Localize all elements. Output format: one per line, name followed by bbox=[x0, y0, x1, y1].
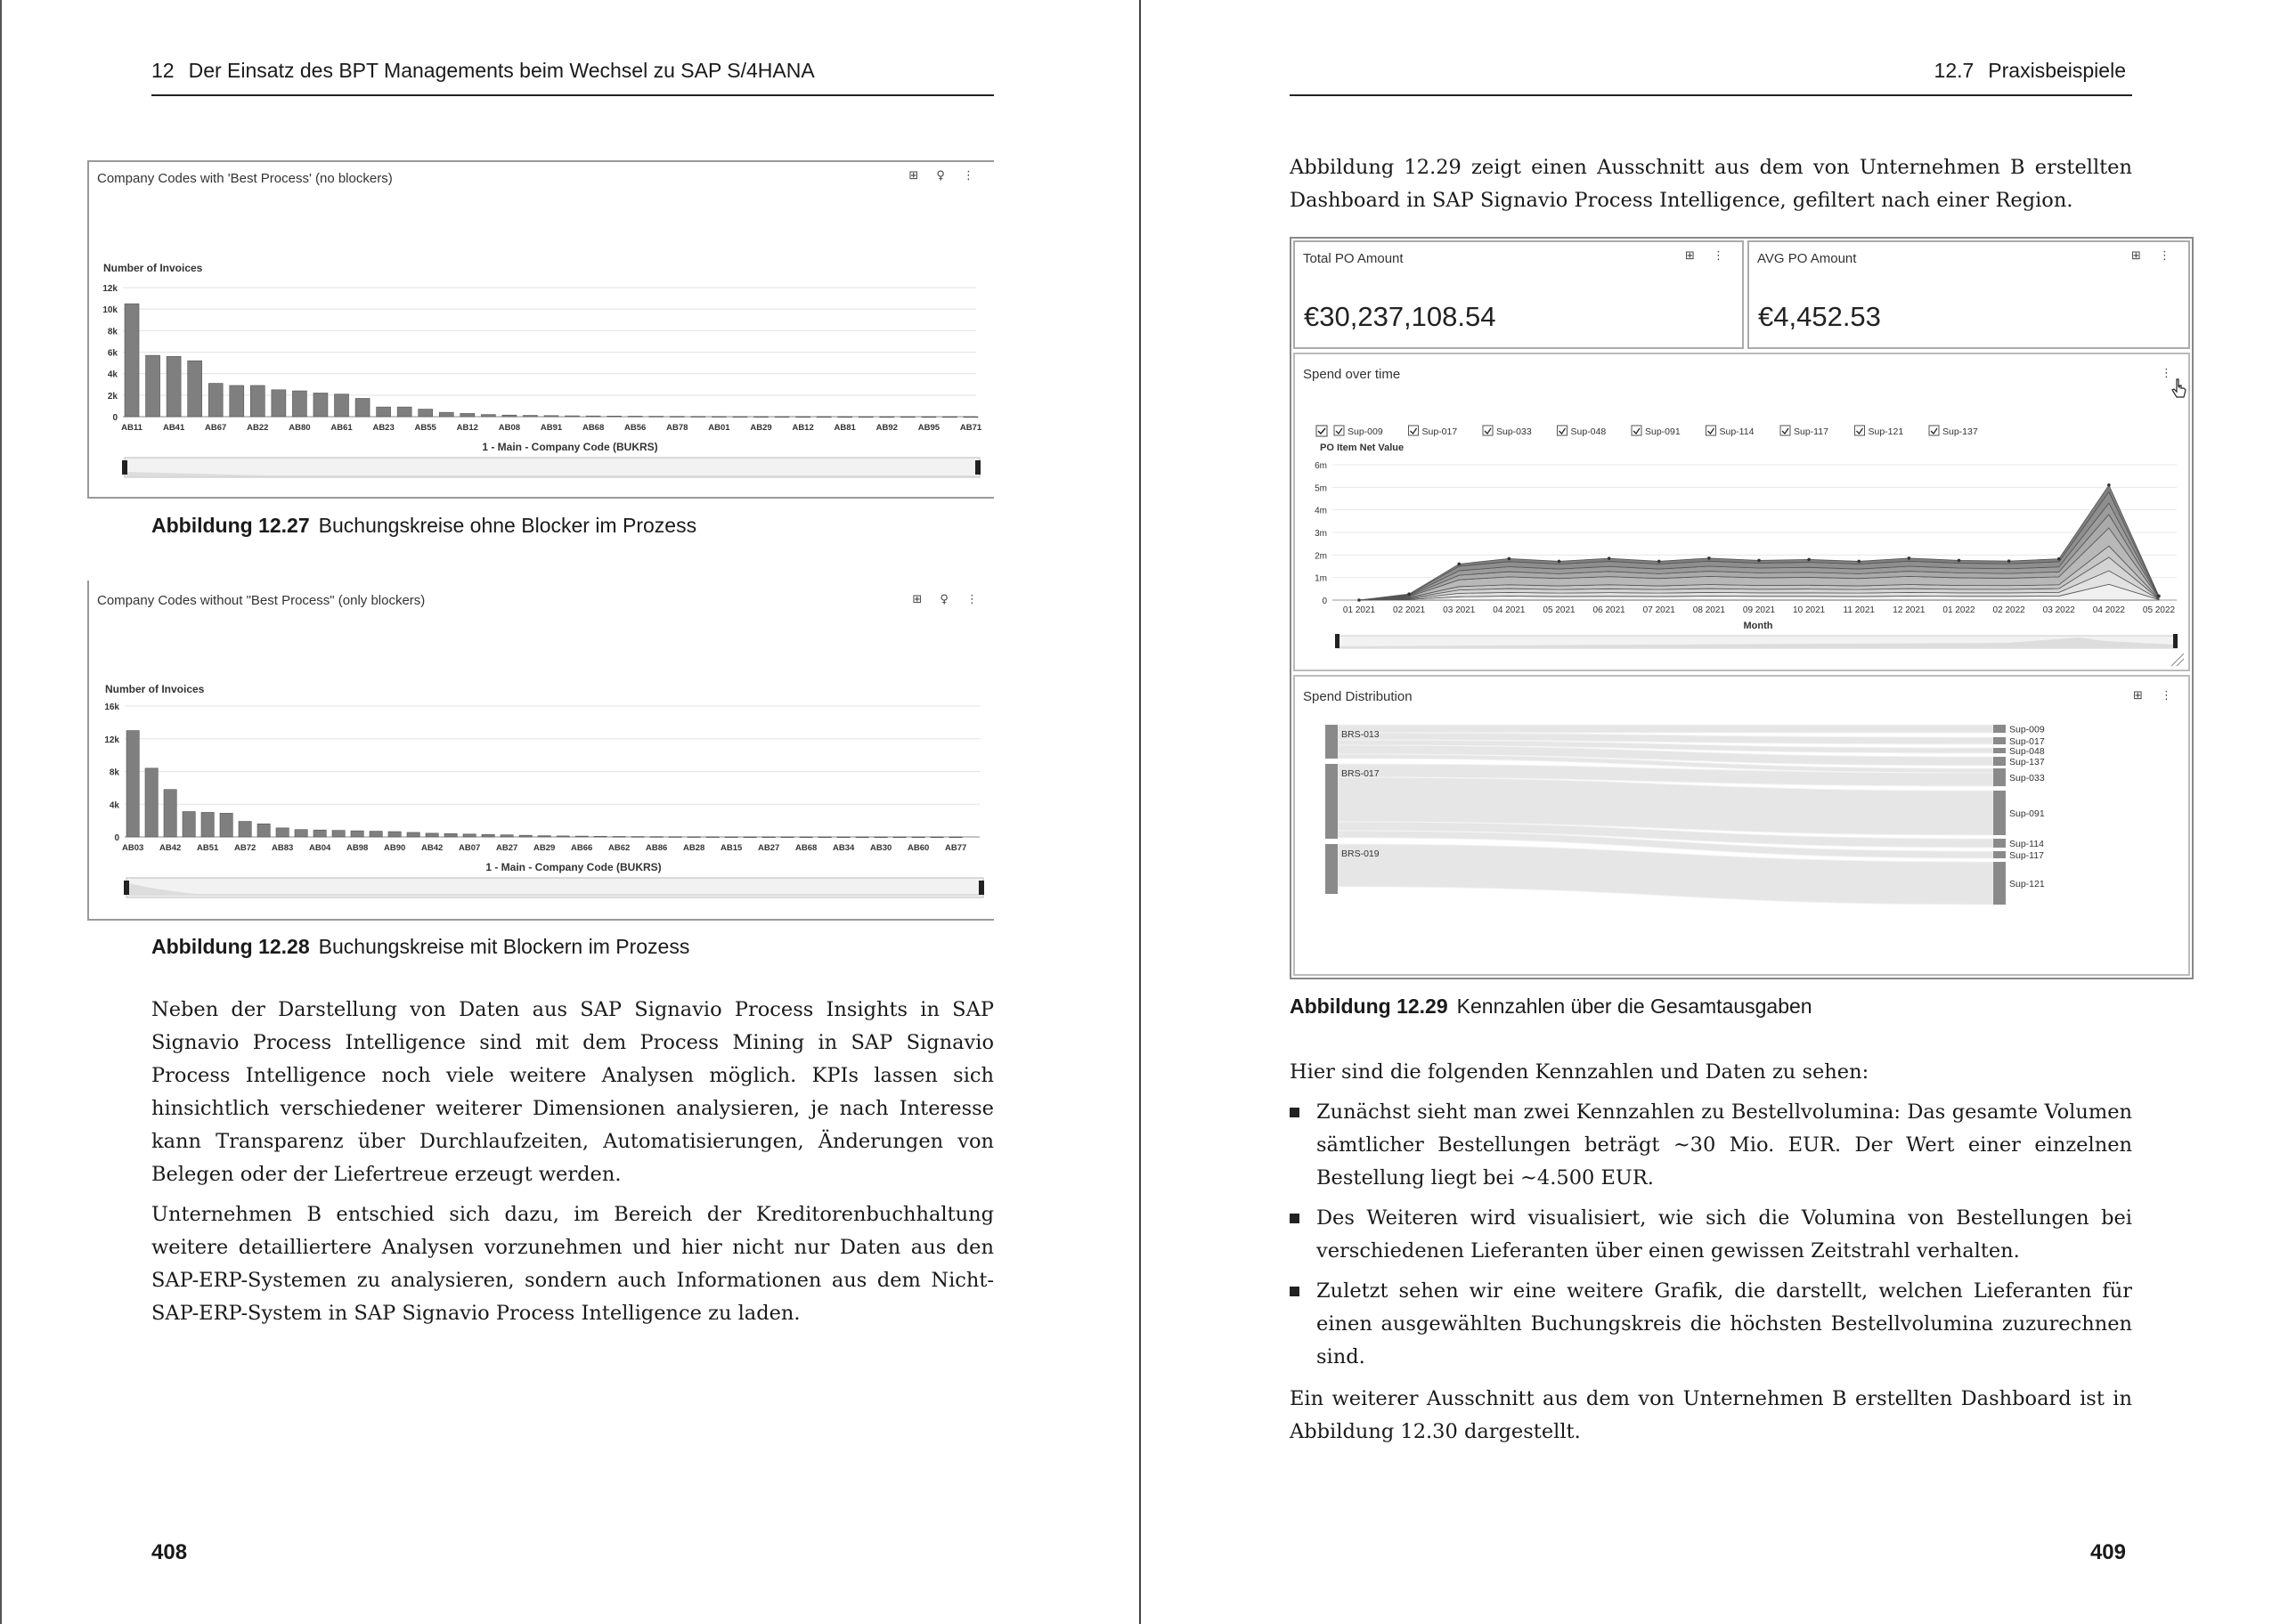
bar[interactable] bbox=[628, 416, 642, 417]
bar[interactable] bbox=[712, 417, 726, 418]
y-tick-label: 2k bbox=[107, 391, 118, 402]
kpi-label: AVG PO Amount bbox=[1757, 251, 1857, 266]
sankey-target-node[interactable] bbox=[1993, 839, 2006, 848]
section-title: Praxisbeispiele bbox=[1988, 59, 2126, 82]
x-tick-label: AB78 bbox=[666, 423, 688, 433]
x-tick-label: AB86 bbox=[645, 843, 668, 853]
pointer-cursor-icon bbox=[2172, 379, 2186, 397]
bar[interactable] bbox=[388, 832, 401, 837]
header-rule bbox=[1290, 94, 2132, 96]
bar[interactable] bbox=[501, 835, 513, 837]
running-header bbox=[151, 59, 815, 83]
bar[interactable] bbox=[566, 416, 580, 417]
list-intro: Hier sind die folgenden Kennzahlen und Daten zu sehen: bbox=[1290, 1060, 1869, 1084]
bar[interactable] bbox=[482, 834, 494, 837]
sankey-target-label: Sup-117 bbox=[2009, 850, 2044, 861]
bar[interactable] bbox=[272, 390, 286, 417]
bar[interactable] bbox=[146, 355, 160, 417]
data-point[interactable] bbox=[2107, 483, 2111, 487]
bar[interactable] bbox=[725, 837, 737, 838]
left-body-text bbox=[151, 994, 994, 1337]
caption-label: Abbildung 12.28 bbox=[151, 935, 310, 958]
bar[interactable] bbox=[817, 417, 831, 418]
bar[interactable] bbox=[669, 837, 681, 838]
legend-label: Sup-033 bbox=[1496, 426, 1532, 437]
data-point[interactable] bbox=[1857, 560, 1861, 564]
slider-handle-left[interactable] bbox=[124, 881, 129, 895]
x-tick-label: AB04 bbox=[308, 843, 331, 853]
kpi-total-po-amount bbox=[1293, 240, 1744, 349]
y-tick-label: 5m bbox=[1315, 483, 1327, 494]
x-tick-label: AB08 bbox=[498, 423, 521, 433]
y-tick-label: 12k bbox=[102, 284, 118, 294]
slider-handle-right[interactable] bbox=[2173, 634, 2178, 648]
bar[interactable] bbox=[295, 830, 307, 837]
data-point[interactable] bbox=[1407, 592, 1411, 596]
panel-menu-icons[interactable]: ⊞ ⋮ bbox=[2132, 689, 2179, 702]
x-tick-label: AB56 bbox=[624, 423, 647, 433]
panel-title: Spend Distribution bbox=[1303, 689, 1413, 704]
caption-12-27 bbox=[151, 514, 696, 538]
bar[interactable] bbox=[314, 393, 328, 417]
bar[interactable] bbox=[167, 356, 181, 417]
spend-sankey-chart bbox=[1295, 677, 2188, 974]
spend-over-time-panel bbox=[1293, 353, 2190, 671]
bar[interactable] bbox=[631, 837, 644, 838]
sankey-source-label: BRS-017 bbox=[1341, 768, 1380, 779]
legend-label: Sup-091 bbox=[1645, 426, 1681, 437]
bar[interactable] bbox=[145, 768, 158, 837]
sankey-target-label: Sup-017 bbox=[2009, 736, 2045, 747]
x-tick-label: AB41 bbox=[162, 423, 185, 433]
caption-label: Abbildung 12.29 bbox=[1290, 995, 1448, 1018]
bar[interactable] bbox=[607, 416, 622, 417]
bar[interactable] bbox=[837, 837, 850, 838]
x-tick-label: AB62 bbox=[607, 843, 631, 853]
bar[interactable] bbox=[439, 412, 453, 417]
data-point[interactable] bbox=[2057, 557, 2061, 561]
x-tick-label: AB95 bbox=[917, 423, 940, 433]
page-number: 409 bbox=[2089, 1540, 2126, 1564]
bar[interactable] bbox=[557, 836, 569, 837]
bar[interactable] bbox=[351, 831, 363, 837]
legend-label: Sup-137 bbox=[1942, 426, 1978, 437]
bar[interactable] bbox=[733, 417, 747, 418]
bar[interactable] bbox=[912, 837, 924, 838]
spend-area-chart bbox=[1295, 354, 2188, 670]
x-tick-label: 01 2021 bbox=[1342, 605, 1376, 615]
x-tick-label: AB67 bbox=[205, 423, 227, 433]
bar[interactable] bbox=[377, 407, 391, 417]
slider-handle-left[interactable] bbox=[122, 460, 127, 475]
data-point[interactable] bbox=[1457, 563, 1461, 566]
bar[interactable] bbox=[314, 830, 326, 837]
x-tick-label: AB27 bbox=[757, 843, 780, 853]
x-tick-label: 02 2021 bbox=[1393, 605, 1426, 615]
bar[interactable] bbox=[900, 417, 915, 418]
x-tick-label: AB27 bbox=[495, 843, 518, 853]
x-tick-label: AB34 bbox=[832, 843, 855, 853]
bar[interactable] bbox=[691, 417, 705, 418]
x-tick-label: AB83 bbox=[271, 843, 294, 853]
caption-12-28 bbox=[151, 935, 689, 959]
y-tick-label: 6k bbox=[107, 348, 118, 359]
x-tick-label: 04 2022 bbox=[2092, 605, 2125, 615]
x-tick-label: AB03 bbox=[121, 843, 144, 853]
header-rule bbox=[151, 94, 994, 96]
data-point[interactable] bbox=[1657, 560, 1661, 564]
bar[interactable] bbox=[575, 836, 588, 837]
bar[interactable] bbox=[419, 410, 433, 417]
x-tick-label: AB81 bbox=[834, 423, 856, 433]
caption-text: Buchungskreise ohne Blocker im Prozess bbox=[318, 514, 697, 537]
data-point[interactable] bbox=[1608, 556, 1611, 560]
data-point[interactable] bbox=[1707, 556, 1711, 560]
bar[interactable] bbox=[586, 416, 600, 417]
kpi-value: €30,237,108.54 bbox=[1304, 301, 1496, 332]
bar[interactable] bbox=[859, 417, 873, 418]
x-tick-label: AB68 bbox=[794, 843, 818, 853]
slider-handle-left[interactable] bbox=[1335, 634, 1340, 648]
legend-label: Sup-121 bbox=[1868, 426, 1904, 437]
bar[interactable] bbox=[781, 837, 794, 838]
sankey-target-node[interactable] bbox=[1993, 768, 2006, 786]
data-point[interactable] bbox=[1908, 556, 1911, 560]
x-tick-label: AB98 bbox=[346, 843, 369, 853]
bar[interactable] bbox=[775, 417, 789, 418]
y-tick-label: 2m bbox=[1315, 551, 1327, 562]
caption-label: Abbildung 12.27 bbox=[151, 514, 310, 537]
sankey-target-node[interactable] bbox=[1993, 851, 2006, 858]
data-point[interactable] bbox=[1807, 558, 1811, 562]
bar[interactable] bbox=[502, 415, 517, 417]
bar[interactable] bbox=[335, 394, 349, 417]
section-number: 12.7 bbox=[1934, 59, 1975, 82]
bar[interactable] bbox=[964, 417, 978, 418]
bar[interactable] bbox=[949, 837, 962, 838]
x-tick-label: 08 2021 bbox=[1692, 605, 1725, 615]
sankey-target-label: Sup-009 bbox=[2009, 724, 2045, 735]
legend-label: Sup-117 bbox=[1794, 426, 1828, 437]
y-tick-label: 0 bbox=[112, 413, 118, 423]
bar[interactable] bbox=[332, 831, 345, 837]
bar[interactable] bbox=[893, 837, 906, 838]
x-tick-label: AB22 bbox=[247, 423, 269, 433]
y-tick-label: 4k bbox=[107, 369, 118, 380]
x-tick-label: 03 2021 bbox=[1443, 605, 1476, 615]
caption-12-29 bbox=[1290, 995, 1812, 1019]
bar[interactable] bbox=[426, 833, 438, 837]
x-tick-label: AB66 bbox=[570, 843, 593, 853]
bar[interactable] bbox=[613, 836, 625, 837]
right-page bbox=[1141, 0, 2280, 1624]
x-tick-label: 04 2021 bbox=[1493, 605, 1526, 615]
sankey-target-node[interactable] bbox=[1993, 862, 2006, 905]
data-point[interactable] bbox=[1508, 557, 1511, 561]
panel-title: Company Codes without "Best Process" (only blockers) bbox=[97, 593, 426, 608]
x-tick-label: 01 2022 bbox=[1942, 605, 1975, 615]
bar[interactable] bbox=[125, 304, 139, 417]
bar[interactable] bbox=[856, 837, 868, 838]
bar[interactable] bbox=[164, 790, 176, 837]
x-tick-label: AB91 bbox=[540, 423, 563, 433]
legend-label: Sup-114 bbox=[1719, 426, 1755, 437]
sankey-source-node[interactable] bbox=[1325, 725, 1338, 759]
x-tick-label: AB77 bbox=[944, 843, 967, 853]
x-tick-label: AB30 bbox=[869, 843, 892, 853]
legend-label: Sup-048 bbox=[1570, 426, 1607, 437]
x-tick-label: AB68 bbox=[582, 423, 605, 433]
range-slider[interactable] bbox=[125, 458, 980, 477]
x-tick-label: 07 2021 bbox=[1642, 605, 1675, 615]
x-tick-label: AB90 bbox=[383, 843, 406, 853]
bar[interactable] bbox=[875, 837, 887, 838]
data-point[interactable] bbox=[1558, 560, 1561, 564]
x-tick-label: 05 2021 bbox=[1543, 605, 1576, 615]
x-axis-label: Month bbox=[1743, 621, 1773, 631]
sankey-target-node[interactable] bbox=[1993, 791, 2006, 835]
y-tick-label: 8k bbox=[109, 767, 119, 778]
kpi-avg-po-amount bbox=[1747, 240, 2190, 349]
bar[interactable] bbox=[931, 837, 943, 838]
sankey-target-label: Sup-121 bbox=[2009, 879, 2045, 889]
y-tick-label: 4m bbox=[1315, 506, 1327, 516]
x-tick-label: AB01 bbox=[708, 423, 730, 433]
x-tick-label: AB42 bbox=[420, 843, 444, 853]
y-tick-label: 6m bbox=[1315, 461, 1327, 471]
bar[interactable] bbox=[183, 812, 195, 837]
bar[interactable] bbox=[800, 837, 812, 838]
panel-menu-icons[interactable]: ⊞ ♀ ⋮ bbox=[908, 169, 981, 183]
bar[interactable] bbox=[670, 417, 684, 418]
y-tick-label: 12k bbox=[104, 735, 119, 745]
x-tick-label: AB15 bbox=[720, 843, 743, 853]
paragraph: Abbildung 12.29 zeigt einen Ausschnitt aus dem von Unternehmen B erstellten Dashboard in SAP Signavio Process Intelligence, gefiltert nach einer Region. bbox=[1290, 156, 2132, 212]
invoice-bar-chart-1 bbox=[89, 162, 996, 491]
bar[interactable] bbox=[463, 834, 476, 837]
bar[interactable] bbox=[460, 413, 475, 417]
closing-paragraph: Ein weiterer Ausschnitt aus dem von Unternehmen B erstellten Dashboard ist in Abbildung 12.30 dargestellt. bbox=[1290, 1387, 2132, 1443]
sankey-flow[interactable] bbox=[1338, 725, 1993, 733]
intro-paragraph bbox=[1290, 151, 2132, 224]
x-tick-label: 05 2022 bbox=[2142, 605, 2176, 615]
y-axis-label: Number of Invoices bbox=[105, 683, 205, 695]
x-tick-label: 06 2021 bbox=[1592, 605, 1625, 615]
sankey-source-label: BRS-019 bbox=[1341, 849, 1380, 859]
sankey-target-node[interactable] bbox=[1993, 737, 2006, 744]
dashboard bbox=[1290, 237, 2194, 979]
bar[interactable] bbox=[397, 407, 411, 417]
more-options-icon[interactable]: ⋮ bbox=[2161, 367, 2179, 380]
page-number: 408 bbox=[151, 1540, 188, 1564]
x-tick-label: AB80 bbox=[289, 423, 311, 433]
bar[interactable] bbox=[257, 824, 270, 837]
sankey-target-label: Sup-048 bbox=[2009, 746, 2045, 757]
x-tick-label: AB71 bbox=[959, 423, 982, 433]
x-tick-label: AB92 bbox=[875, 423, 898, 433]
invoice-bar-chart-2 bbox=[89, 581, 996, 919]
legend-label: Sup-009 bbox=[1348, 426, 1383, 437]
resize-grip-icon[interactable] bbox=[2171, 654, 2184, 666]
x-tick-label: 11 2021 bbox=[1843, 605, 1875, 615]
x-tick-label: AB29 bbox=[750, 423, 772, 433]
sankey-target-node[interactable] bbox=[1993, 757, 2006, 766]
bar[interactable] bbox=[594, 836, 607, 837]
bar[interactable] bbox=[796, 417, 810, 418]
x-tick-label: AB23 bbox=[372, 423, 395, 433]
caption-text: Buchungskreise mit Blockern im Prozess bbox=[318, 935, 690, 958]
bar[interactable] bbox=[220, 813, 232, 837]
x-tick-label: AB07 bbox=[458, 843, 481, 853]
sankey-source-node[interactable] bbox=[1325, 764, 1338, 839]
x-tick-label: AB51 bbox=[196, 843, 219, 853]
chapter-title: Der Einsatz des BPT Managements beim Wechsel zu SAP S/4HANA bbox=[188, 59, 815, 82]
panel-menu-icons[interactable]: ⊞ ⋮ bbox=[2130, 249, 2178, 263]
y-tick-label: 16k bbox=[104, 702, 119, 712]
bar[interactable] bbox=[230, 386, 244, 417]
bar[interactable] bbox=[481, 415, 495, 417]
right-body-text bbox=[1290, 1056, 2132, 1456]
x-tick-label: AB28 bbox=[682, 843, 705, 853]
list-item: Zuletzt sehen wir eine weitere Grafik, die darstellt, welchen Lieferanten für einen ausgewählten Buchungskreis die höchsten Bestellvolumina zuzurechnen sind. bbox=[1290, 1275, 2132, 1374]
running-header bbox=[1934, 59, 2126, 83]
bar[interactable] bbox=[688, 837, 700, 838]
x-tick-label: AB55 bbox=[414, 423, 436, 433]
bar[interactable] bbox=[208, 384, 223, 417]
bar[interactable] bbox=[519, 835, 532, 837]
bar[interactable] bbox=[239, 822, 251, 837]
y-tick-label: 0 bbox=[114, 833, 119, 843]
bullet-list bbox=[1290, 1096, 2132, 1374]
x-tick-label: AB42 bbox=[159, 843, 182, 853]
slider-handle-right[interactable] bbox=[975, 460, 981, 475]
figure-12-27-panel bbox=[87, 160, 994, 499]
x-tick-label: AB29 bbox=[533, 843, 556, 853]
x-tick-label: 02 2022 bbox=[1992, 605, 2025, 615]
sankey-source-label: BRS-013 bbox=[1341, 729, 1380, 740]
x-tick-label: AB12 bbox=[792, 423, 814, 433]
x-axis-label: 1 - Main - Company Code (BUKRS) bbox=[482, 441, 658, 453]
slider-handle-right[interactable] bbox=[979, 881, 984, 895]
x-tick-label: 10 2021 bbox=[1793, 605, 1826, 615]
x-tick-label: AB12 bbox=[456, 423, 478, 433]
bar[interactable] bbox=[523, 416, 537, 417]
sankey-target-node[interactable] bbox=[1993, 725, 2006, 733]
y-axis-label: PO Item Net Value bbox=[1320, 443, 1405, 453]
data-point[interactable] bbox=[1757, 559, 1761, 563]
sankey-target-label: Sup-091 bbox=[2009, 808, 2045, 819]
bar[interactable] bbox=[706, 837, 719, 838]
list-item: Zunächst sieht man zwei Kennzahlen zu Bestellvolumina: Das gesamte Volumen sämtlicher Bestellungen beträgt ~30 Mio. EUR. Der Wert einer einzelnen Bestellung liegt bei ~4.500 EUR. bbox=[1290, 1096, 2132, 1195]
bar[interactable] bbox=[276, 828, 289, 837]
bar[interactable] bbox=[880, 417, 894, 418]
x-tick-label: AB72 bbox=[233, 843, 256, 853]
x-tick-label: 12 2021 bbox=[1893, 605, 1926, 615]
panel-title: Company Codes with 'Best Process' (no blockers) bbox=[97, 171, 393, 186]
x-tick-label: 03 2022 bbox=[2042, 605, 2075, 615]
panel-menu-icons[interactable]: ⊞ ♀ ⋮ bbox=[912, 593, 985, 606]
bar[interactable] bbox=[538, 836, 550, 837]
bar[interactable] bbox=[942, 417, 957, 418]
bar[interactable] bbox=[250, 386, 265, 417]
data-point[interactable] bbox=[2007, 559, 2011, 563]
x-tick-label: AB11 bbox=[121, 423, 142, 433]
x-tick-label: AB61 bbox=[330, 423, 353, 433]
bar[interactable] bbox=[126, 731, 139, 837]
data-point[interactable] bbox=[1357, 598, 1361, 602]
bar[interactable] bbox=[188, 361, 202, 417]
panel-title: Spend over time bbox=[1303, 367, 1401, 382]
sankey-target-node[interactable] bbox=[1993, 748, 2006, 753]
bar[interactable] bbox=[650, 837, 663, 838]
bar[interactable] bbox=[355, 398, 370, 417]
bar[interactable] bbox=[201, 812, 214, 837]
y-tick-label: 1m bbox=[1315, 573, 1327, 584]
data-point[interactable] bbox=[2157, 595, 2161, 598]
paragraph: Unternehmen B entschied sich dazu, im Bereich der Kreditorenbuchhaltung weitere detailliertere Analysen vorzunehmen und hier nicht nur Daten aus den SAP-ERP-Systemen zu analysieren, sondern auch Informationen aus dem Nicht-SAP-ERP-System in SAP Signavio Process Intelligence zu laden. bbox=[151, 1203, 994, 1325]
kpi-value: €4,452.53 bbox=[1758, 301, 1881, 332]
bar[interactable] bbox=[922, 417, 936, 418]
bar[interactable] bbox=[649, 417, 664, 418]
list-item: Des Weiteren wird visualisiert, wie sich die Volumina von Bestellungen bei verschiedenen Lieferanten über einen gewissen Zeitstrahl verhalten. bbox=[1290, 1202, 2132, 1268]
sankey-source-node[interactable] bbox=[1325, 844, 1338, 894]
y-tick-label: 8k bbox=[107, 327, 118, 337]
caption-text: Kennzahlen über die Gesamtausgaben bbox=[1456, 995, 1812, 1018]
y-tick-label: 0 bbox=[1322, 597, 1327, 606]
sankey-target-label: Sup-033 bbox=[2009, 773, 2045, 784]
y-axis-label: Number of Invoices bbox=[103, 262, 203, 274]
bar[interactable] bbox=[762, 837, 775, 838]
y-tick-label: 3m bbox=[1315, 529, 1327, 539]
bar[interactable] bbox=[818, 837, 831, 838]
bar[interactable] bbox=[292, 391, 306, 417]
x-axis-label: 1 - Main - Company Code (BUKRS) bbox=[485, 861, 662, 873]
panel-menu-icons[interactable]: ⊞ ⋮ bbox=[1684, 249, 1731, 263]
bar[interactable] bbox=[838, 417, 852, 418]
bar[interactable] bbox=[754, 417, 769, 418]
spend-distribution-panel bbox=[1293, 675, 2190, 976]
bar[interactable] bbox=[370, 832, 382, 837]
bar[interactable] bbox=[544, 416, 558, 417]
sankey-target-label: Sup-114 bbox=[2009, 839, 2044, 849]
bar[interactable] bbox=[407, 832, 419, 837]
kpi-label: Total PO Amount bbox=[1303, 251, 1404, 266]
x-tick-label: AB60 bbox=[907, 843, 930, 853]
x-tick-label: 09 2021 bbox=[1742, 605, 1776, 615]
chapter-number: 12 bbox=[151, 59, 175, 82]
y-tick-label: 10k bbox=[102, 305, 118, 316]
legend-select-all-checkbox[interactable] bbox=[1316, 426, 1327, 436]
legend-label: Sup-017 bbox=[1421, 426, 1458, 437]
figure-12-28-panel bbox=[87, 581, 994, 921]
paragraph: Neben der Darstellung von Daten aus SAP Signavio Process Insights in SAP Signavio Process Intelligence sind mit dem Process Mining in SAP Signavio Process Intelligence noch viele weitere Analysen möglich. KPIs lassen sich hinsichtlich verschiedener weiterer Dimensionen analysieren, je nach Interesse kann Transparenz über Durchlaufzeiten, Automatisierungen, Änderungen von Belegen oder der Liefertreue erzeugt werden. bbox=[151, 998, 994, 1186]
sankey-target-label: Sup-137 bbox=[2009, 757, 2045, 767]
y-tick-label: 4k bbox=[109, 800, 119, 811]
data-point[interactable] bbox=[1958, 559, 1961, 563]
bar[interactable] bbox=[744, 837, 756, 838]
bar[interactable] bbox=[444, 833, 457, 837]
